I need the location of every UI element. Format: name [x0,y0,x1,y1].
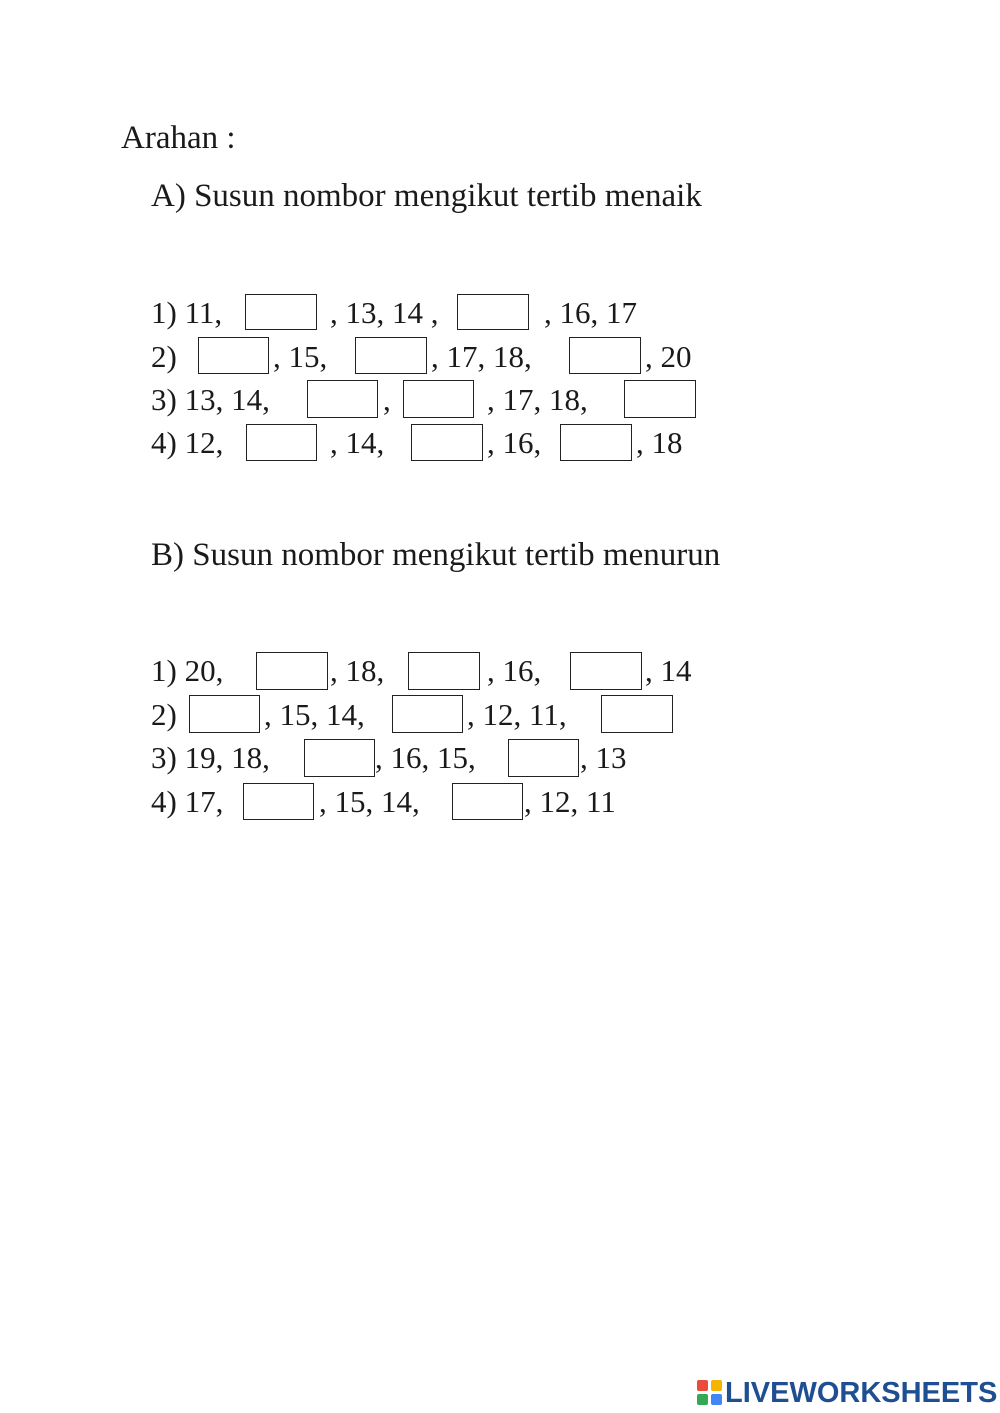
a3-answer-box-2[interactable] [403,380,474,418]
a2-text-4: , 20 [645,339,692,374]
section-a-heading: A) Susun nombor mengikut tertib menaik [151,178,702,214]
b2-text-2: , 15, 14, [264,697,365,732]
b3-answer-box-1[interactable] [304,739,375,777]
b1-text-1: 1) 20, [151,653,224,688]
b4-answer-box-2[interactable] [452,783,523,820]
a2-answer-box-2[interactable] [355,337,427,374]
b1-text-4: , 14 [645,653,692,688]
b3-text-2: , 16, 15, [375,740,476,775]
section-b-heading: B) Susun nombor mengikut tertib menurun [151,537,721,573]
b3-text-1: 3) 19, 18, [151,740,270,775]
b2-answer-box-2[interactable] [392,695,463,733]
a2-text-3: , 17, 18, [431,339,532,374]
b2-text-3: , 12, 11, [467,697,567,732]
b1-text-2: , 18, [330,653,385,688]
b3-answer-box-2[interactable] [508,739,579,777]
a3-text-3: , 17, 18, [487,382,588,417]
b3-text-3: , 13 [580,740,627,775]
a1-text-1: 1) 11, [151,295,223,330]
a4-answer-box-3[interactable] [560,424,632,461]
a1-answer-box-1[interactable] [245,294,317,330]
b1-text-3: , 16, [487,653,542,688]
b2-answer-box-3[interactable] [601,695,673,733]
a3-text-2: , [383,382,391,417]
a4-text-1: 4) 12, [151,425,224,460]
page-title: Arahan : [121,120,236,156]
b1-answer-box-2[interactable] [408,652,480,690]
b4-text-3: , 12, 11 [524,784,616,819]
a2-text-1: 2) [151,339,177,374]
liveworksheets-brand [697,1376,997,1410]
a4-answer-box-2[interactable] [411,424,483,461]
b4-text-1: 4) 17, [151,784,224,819]
a4-text-4: , 18 [636,425,683,460]
a1-text-3: , 16, 17 [544,295,637,330]
a4-text-2: , 14, [330,425,385,460]
b4-text-2: , 15, 14, [319,784,420,819]
b1-answer-box-1[interactable] [256,652,328,690]
a2-text-2: , 15, [273,339,328,374]
b2-text-1: 2) [151,697,177,732]
a3-text-1: 3) 13, 14, [151,382,270,417]
a4-answer-box-1[interactable] [246,424,317,461]
b4-answer-box-1[interactable] [243,783,314,820]
a3-answer-box-1[interactable] [307,380,378,418]
liveworksheets-logo-icon [697,1380,723,1406]
a4-text-3: , 16, [487,425,542,460]
b2-answer-box-1[interactable] [189,695,260,733]
b1-answer-box-3[interactable] [570,652,642,690]
a1-text-2: , 13, 14 , [330,295,439,330]
brand-text: LIVEWORKSHEETS [725,1377,998,1409]
a2-answer-box-1[interactable] [198,337,269,374]
a2-answer-box-3[interactable] [569,337,641,374]
a3-answer-box-3[interactable] [624,380,696,418]
a1-answer-box-2[interactable] [457,294,529,330]
